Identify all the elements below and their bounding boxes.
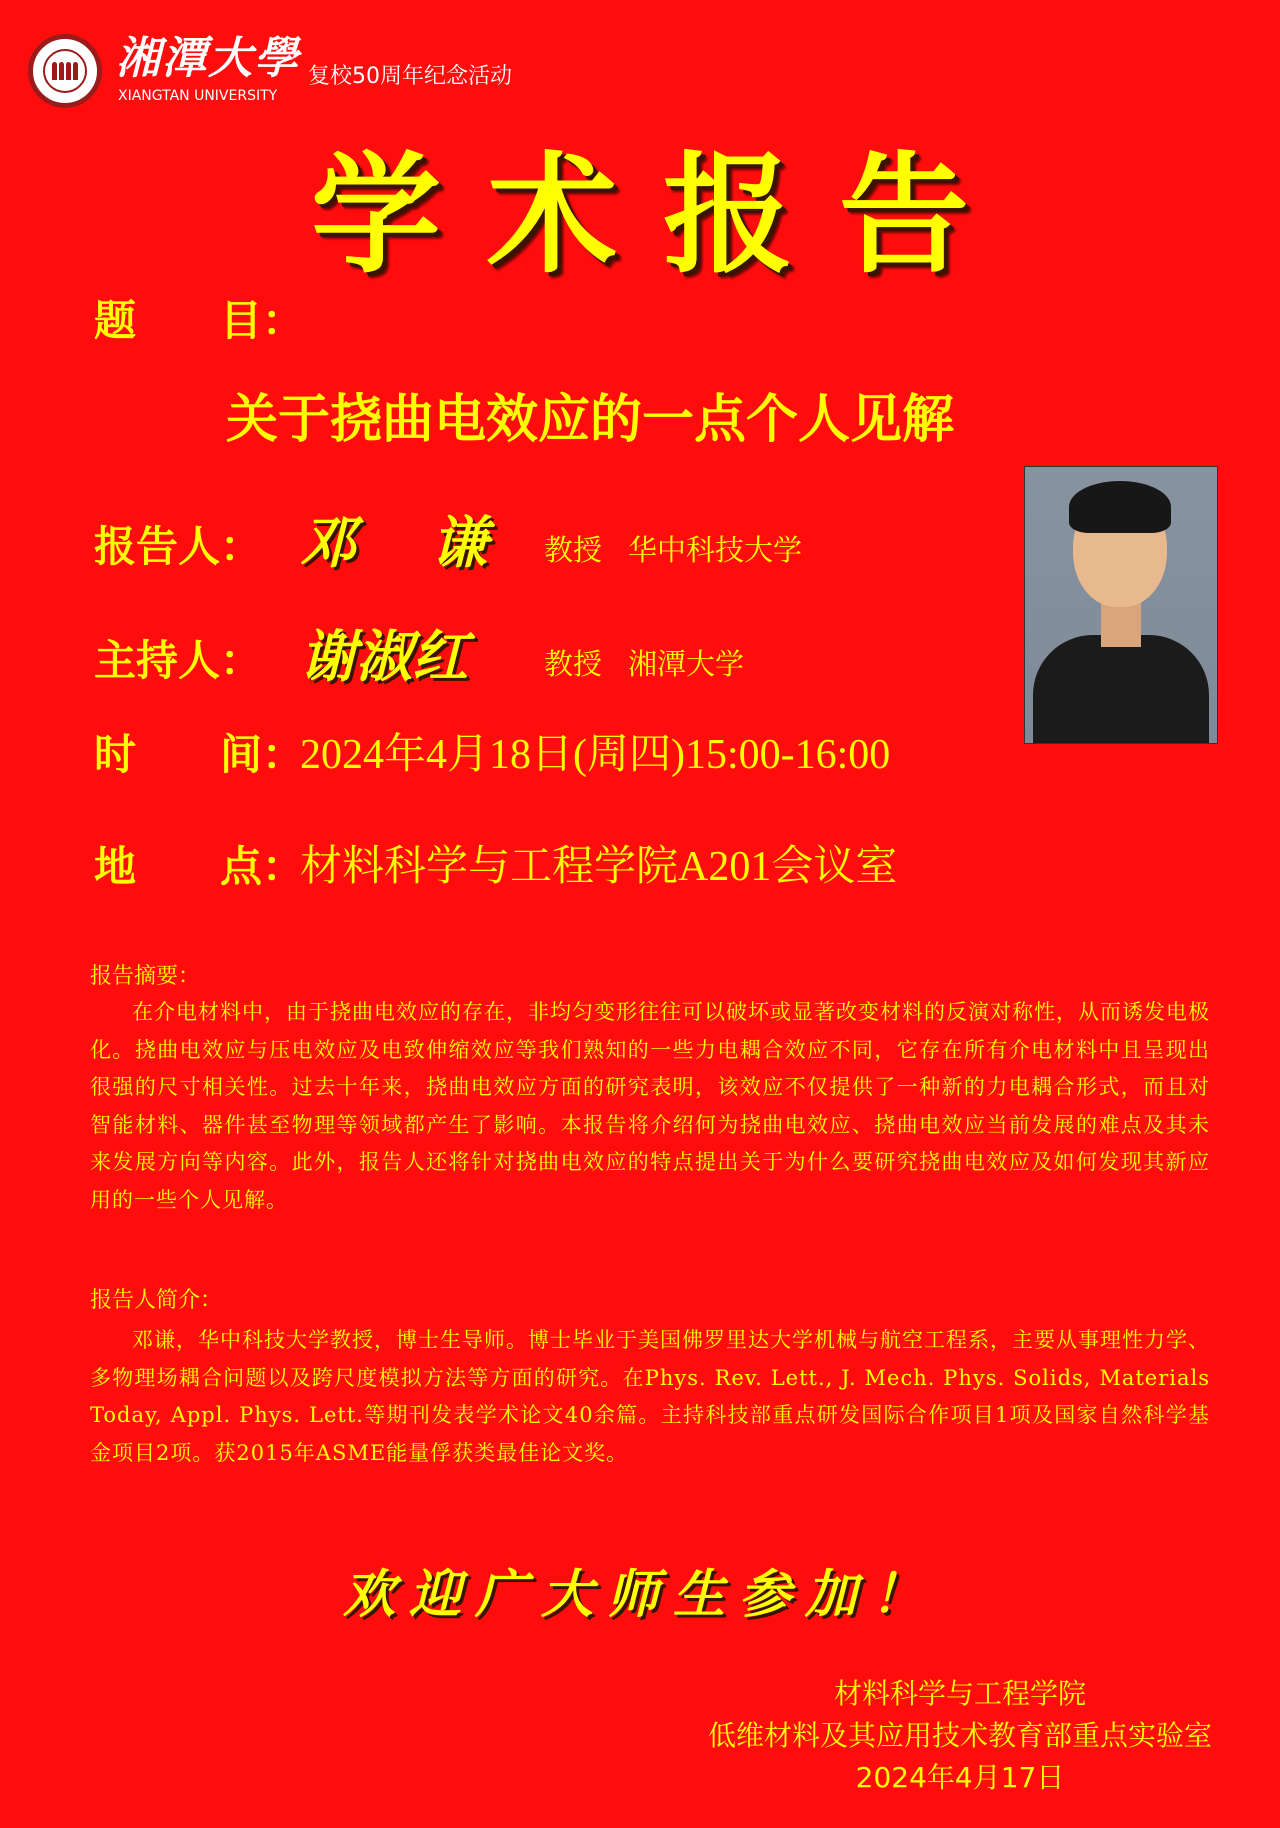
speaker-title: 教授 bbox=[544, 533, 603, 567]
announcement-date: 2024年4月17日 bbox=[855, 1761, 1065, 1794]
host-name: 谢淑红 bbox=[300, 624, 468, 690]
location-label: 地 点： bbox=[94, 842, 305, 891]
topic-value: 关于挠曲电效应的一点个人见解 bbox=[225, 390, 954, 450]
bio-text: 邓谦，华中科技大学教授，博士生导师。博士毕业于美国佛罗里达大学机械与航空工程系，主要从事理性力学、多物理场耦合问题以及跨尺度模拟方法等方面的研究。在Phys. Rev. Lett., J. Mech. Phys. Solids, Materials Today, Appl. Phys. Lett.等期刊发表学术论文40余篇。主持科技部重点研发国际合作项目1项及国家自然科学基金项目2项。获2015年ASME能量俘获类最佳论文奖。 bbox=[90, 1328, 1210, 1465]
host-label: 主持人： bbox=[94, 636, 263, 685]
university-seal-icon bbox=[28, 34, 102, 108]
abstract-heading: 报告摘要： bbox=[90, 964, 201, 989]
organizer-lab: 低维材料及其应用技术教育部重点实验室 bbox=[707, 1719, 1212, 1752]
speaker-affiliation: 华中科技大学 bbox=[628, 533, 803, 567]
anniversary-label: 复校50周年纪念活动 bbox=[308, 64, 512, 89]
time-value: 2024年4月18日(周四)15:00-16:00 bbox=[300, 732, 891, 778]
speaker-photo bbox=[1024, 466, 1218, 744]
speaker-name: 邓 谦 bbox=[300, 510, 488, 576]
welcome-slogan: 欢迎广大师生参加！ bbox=[342, 1564, 937, 1625]
abstract-text: 在介电材料中，由于挠曲电效应的存在，非均匀变形往往可以破坏或显著改变材料的反演对称性，从而诱发电极化。挠曲电效应与压电效应及电致伸缩效应等我们熟知的一些力电耦合效应不同，它存在所有介电材料中且呈现出很强的尺寸相关性。过去十年来，挠曲电效应方面的研究表明，该效应不仅提供了一种新的力电耦合形式，而且对智能材料、器件甚至物理等领域都产生了影响。本报告将介绍何为挠曲电效应、挠曲电效应当前发展的难点及其未来发展方向等内容。此外，报告人还将针对挠曲电效应的特点提出关于为什么要研究挠曲电效应及如何发现其新应用的一些个人见解。 bbox=[90, 1000, 1210, 1212]
topic-label: 题 目： bbox=[94, 296, 305, 345]
poster-title: 学术报告 bbox=[310, 139, 1015, 291]
time-label: 时 间： bbox=[94, 730, 305, 779]
location-value: 材料科学与工程学院A201会议室 bbox=[300, 844, 898, 890]
university-name-en: XIANGTAN UNIVERSITY bbox=[118, 88, 278, 104]
host-title: 教授 bbox=[544, 647, 603, 681]
host-affiliation: 湘潭大学 bbox=[628, 647, 745, 681]
university-name-cn: 湘潭大學 bbox=[116, 33, 300, 84]
bio-heading: 报告人简介： bbox=[90, 1288, 223, 1313]
organizer-school: 材料科学与工程学院 bbox=[833, 1677, 1086, 1710]
speaker-label: 报告人： bbox=[94, 522, 263, 571]
